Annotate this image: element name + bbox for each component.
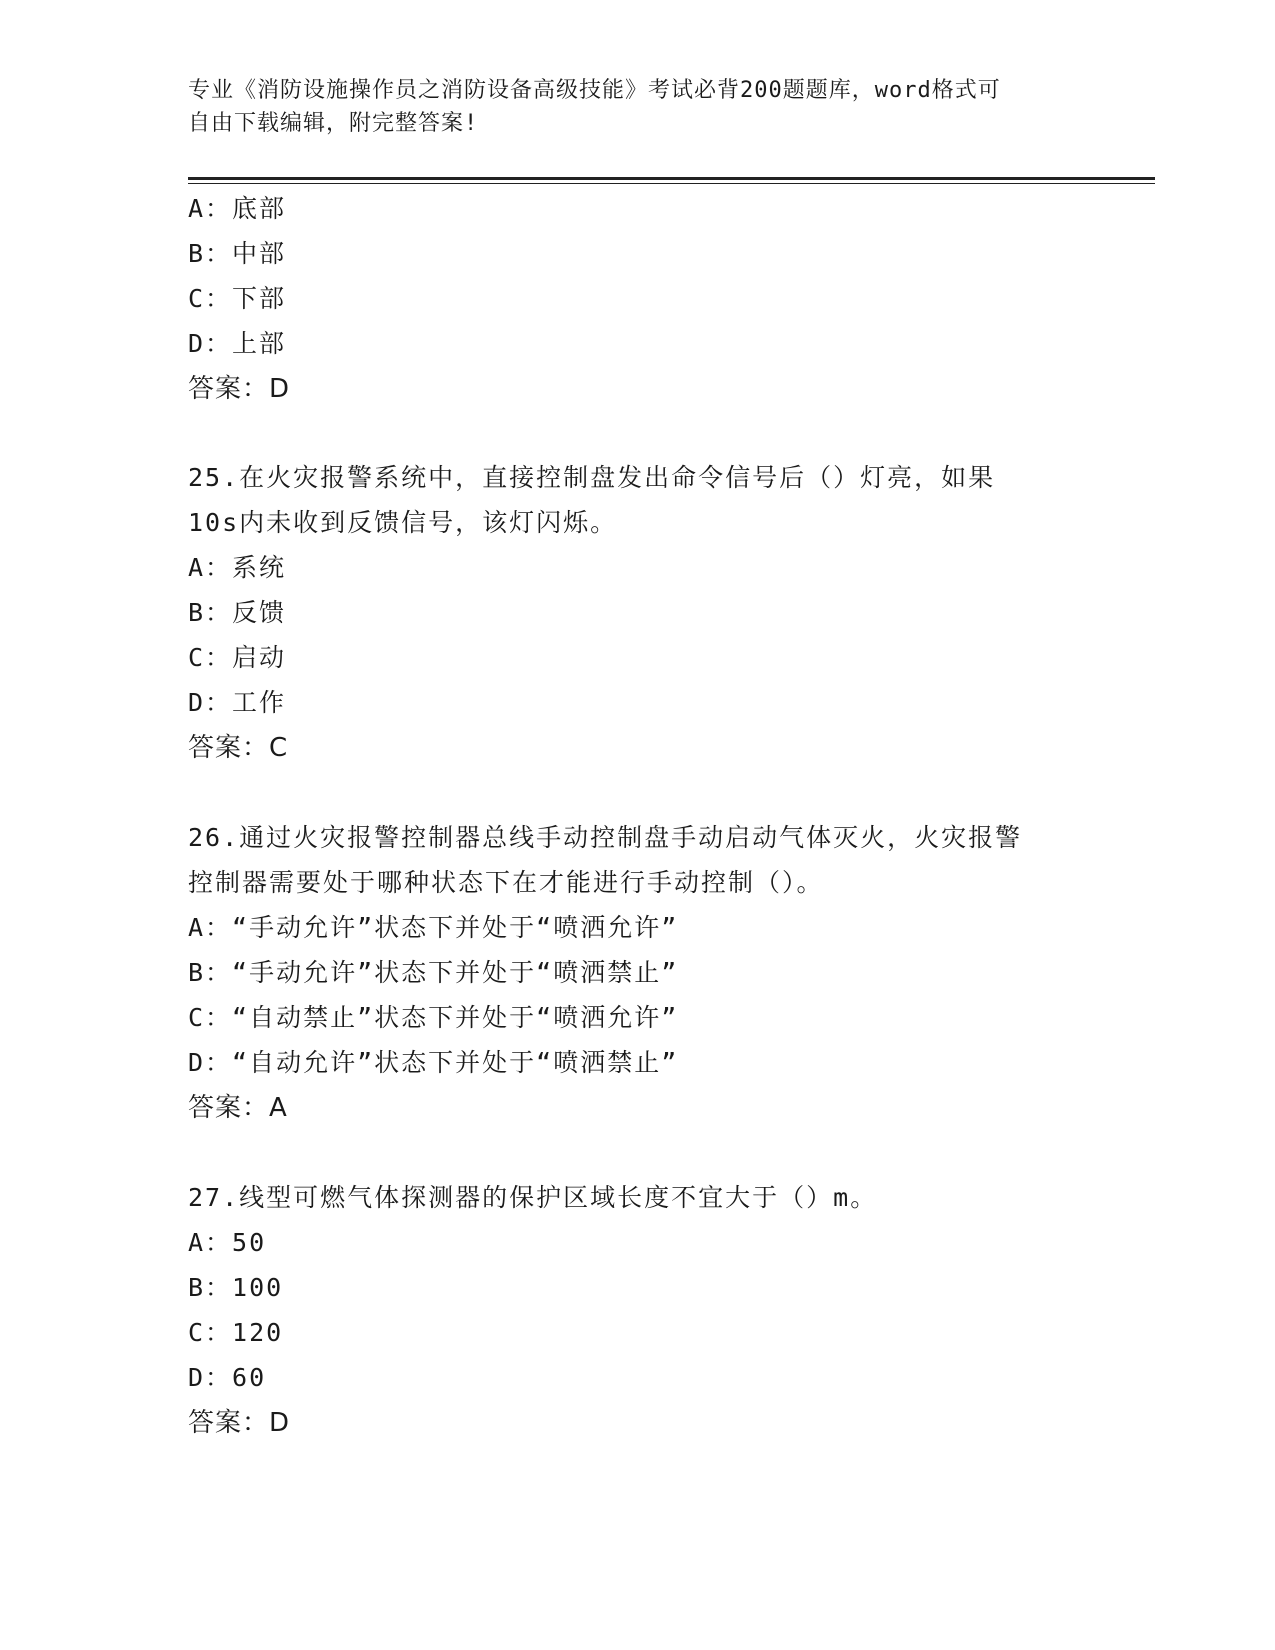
option-d: D：“自动允许”状态下并处于“喷洒禁止” <box>188 1048 679 1077</box>
question-stem-line: 10s内未收到反馈信号，该灯闪烁。 <box>188 508 618 537</box>
option-d: D：工作 <box>188 688 287 717</box>
option-c: C：下部 <box>188 284 287 313</box>
question-stem-line: 26.通过火灾报警控制器总线手动控制盘手动启动气体灭火，火灾报警 <box>188 823 1023 852</box>
question-stem-line: 控制器需要处于哪种状态下在才能进行手动控制（）。 <box>188 868 824 897</box>
option-a: A：底部 <box>188 194 287 223</box>
answer-line: 答案：C <box>188 733 289 763</box>
option-a: A：50 <box>188 1228 267 1257</box>
answer-line: 答案：A <box>188 1093 288 1123</box>
option-d: D：上部 <box>188 329 287 358</box>
option-c: C：120 <box>188 1318 284 1347</box>
question-stem-line: 25.在火灾报警系统中，直接控制盘发出命令信号后（）灯亮，如果 <box>188 463 996 492</box>
option-c: C：“自动禁止”状态下并处于“喷洒允许” <box>188 1003 679 1032</box>
document-header <box>188 74 1088 140</box>
header-line-1: 专业《消防设施操作员之消防设备高级技能》考试必背200题题库，word格式可 <box>188 78 1001 103</box>
question-stem-line: 27.线型可燃气体探测器的保护区域长度不宜大于（）m。 <box>188 1183 878 1212</box>
option-b: B：中部 <box>188 239 287 268</box>
option-b: B：反馈 <box>188 598 287 627</box>
option-a: A：系统 <box>188 553 287 582</box>
answer-line: 答案：D <box>188 1408 291 1438</box>
header-line-2: 自由下载编辑，附完整答案! <box>188 111 479 136</box>
option-a: A：“手动允许”状态下并处于“喷洒允许” <box>188 913 679 942</box>
answer-line: 答案：D <box>188 374 291 404</box>
header-divider-thick <box>188 177 1155 180</box>
option-b: B：“手动允许”状态下并处于“喷洒禁止” <box>188 958 679 987</box>
header-divider-thin <box>188 183 1155 184</box>
option-c: C：启动 <box>188 643 287 672</box>
option-d: D：60 <box>188 1363 267 1392</box>
option-b: B：100 <box>188 1273 284 1302</box>
